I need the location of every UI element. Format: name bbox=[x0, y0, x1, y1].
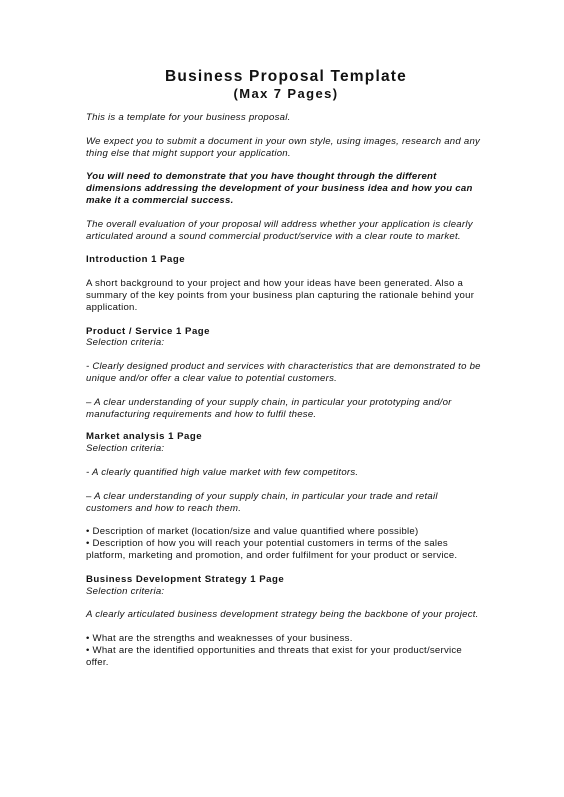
market-analysis-point-1: - A clearly quantified high value market with few competitors. bbox=[86, 466, 359, 478]
product-service-heading: Product / Service 1 Page bbox=[86, 325, 210, 337]
market-analysis-criteria-label: Selection criteria: bbox=[86, 443, 165, 455]
business-development-bullet-2: • What are the identified opportunities and threats that exist for your product/service offer. bbox=[86, 644, 463, 668]
intro-paragraph-evaluation: The overall evaluation of your proposal will address whether your application is clearly articulated around a sound commercial product/service with a clear route to market. bbox=[86, 218, 473, 242]
document-page bbox=[86, 68, 486, 669]
document-title: Business Proposal Template bbox=[165, 68, 407, 85]
product-service-point-2: – A clear understanding of your supply chain, in particular your prototyping and/or manufacturing requirements and how to fulfil these. bbox=[86, 396, 452, 420]
market-analysis-point-2: – A clear understanding of your supply chain, in particular your trade and retail customers and how to reach them. bbox=[86, 490, 438, 514]
business-development-point: A clearly articulated business development strategy being the backbone of your project. bbox=[86, 609, 479, 621]
business-development-bullet-1: • What are the strengths and weaknesses of your business. bbox=[86, 633, 353, 645]
product-service-criteria-label: Selection criteria: bbox=[86, 337, 165, 349]
market-analysis-bullet-2: • Description of how you will reach your potential customers in terms of the sales platform, marketing and promotion, and order fulfilment for your product or service. bbox=[86, 538, 458, 561]
document-subtitle: (Max 7 Pages) bbox=[233, 86, 339, 101]
market-analysis-bullet-1: • Description of market (location/size and value quantified where possible) bbox=[86, 526, 419, 538]
introduction-heading: Introduction 1 Page bbox=[86, 254, 186, 266]
market-analysis-heading: Market analysis 1 Page bbox=[86, 431, 203, 443]
business-development-criteria-label: Selection criteria: bbox=[86, 585, 165, 597]
intro-paragraph-1: This is a template for your business proposal. bbox=[86, 112, 291, 123]
product-service-point-1: - Clearly designed product and services with characteristics that are demonstrated to be unique and/or offer a clear value to potential customers. bbox=[86, 361, 481, 384]
business-development-heading: Business Development Strategy 1 Page bbox=[86, 573, 285, 585]
introduction-body: A short background to your project and how your ideas have been generated. Also a summary of the key points from your business plan capturing the rationale behind your application. bbox=[86, 278, 475, 313]
intro-paragraph-emphasis: You will need to demonstrate that you have thought through the different dimensions addressing the development of your business idea and how you can make it a commercial success. bbox=[86, 171, 473, 206]
intro-paragraph-2: We expect you to submit a document in your own style, using images, research and any thing else that might support your application. bbox=[86, 135, 481, 159]
